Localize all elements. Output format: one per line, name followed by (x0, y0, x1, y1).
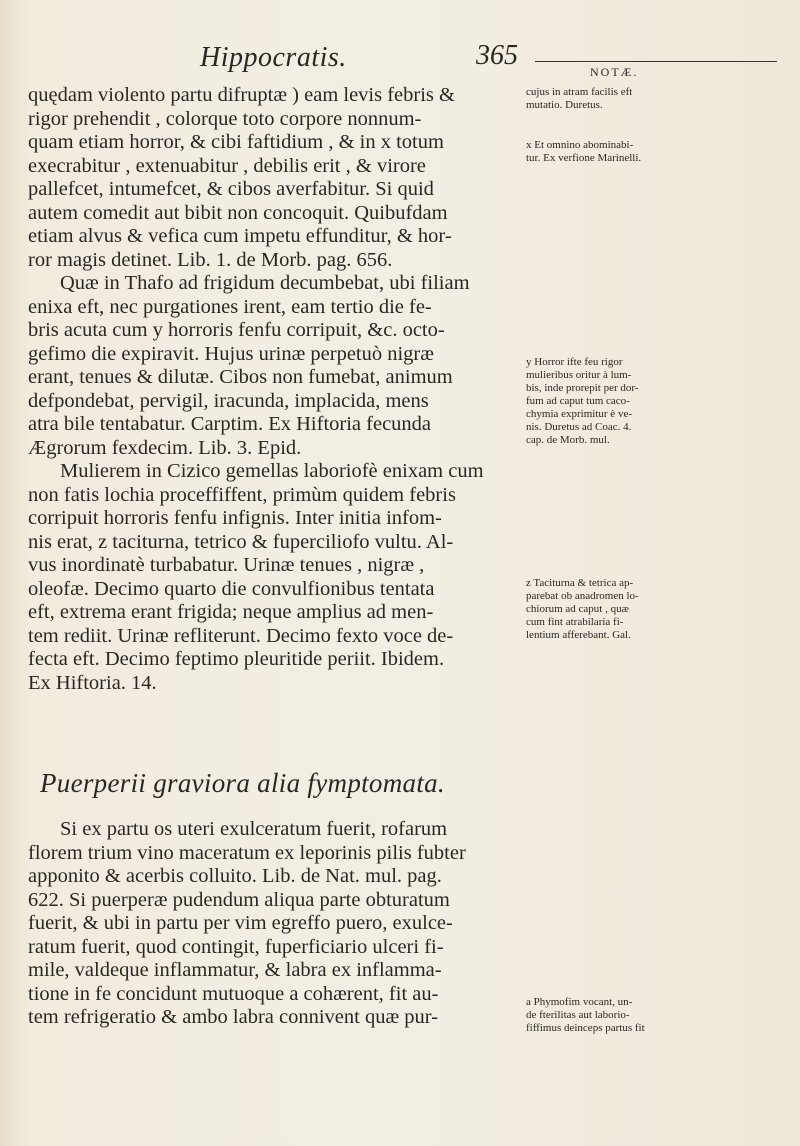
text-line: bris acuta cum y horroris fenfu corripuit, &c. octo- (28, 319, 445, 341)
text-line: apponito & acerbis colluito. Lib. de Nat. mul. pag. (28, 865, 442, 887)
text-line: rigor prehendit , colorque toto corpore nonnum- (28, 107, 422, 130)
text-line: tione in fe concidunt mutuoque a cohærent, fit au- (28, 982, 439, 1005)
text-line: nis erat, z taciturna, tetrico & fuperciliofo vultu. Al- (28, 530, 454, 553)
margin-note (526, 356, 788, 447)
text-line: pallefcet, intumefcet, & cibos averfabitur. Si quid (28, 178, 434, 200)
note-line: tur. Ex verfione Marinelli. (526, 152, 642, 164)
note-line: parebat ob anadromen lo- (526, 590, 639, 602)
note-line: de fterilitas aut laborio- (526, 1009, 630, 1021)
text-line: fuerit, & ubi in partu per vim egreffo puero, exulce- (28, 912, 453, 934)
note-line: cum fint atrabilaria fi- (526, 616, 624, 628)
text-line: quam etiam horror, & cibi faftidium , & in x totum (28, 131, 444, 153)
text-line: erant, tenues & dilutæ. Cibos non fumebat, animum (28, 366, 453, 388)
text-line: gefimo die expiravit. Hujus urinæ perpetuò nigræ (28, 342, 434, 365)
page-number: 365 (476, 40, 518, 71)
text-line: autem comedit aut bibit non concoquit. Quibufdam (28, 201, 448, 224)
text-line: defpondebat, pervigil, iracunda, implacida, mens (28, 389, 429, 412)
section-text-column (28, 818, 516, 1030)
text-line: ratum fuerit, quod contingit, fuperficiario ulceri fi- (28, 935, 444, 958)
margin-note (526, 86, 788, 112)
text-line: quędam violento partu difruptæ ) eam levis febris & (28, 84, 455, 106)
text-line: corripuit horroris fenfu infignis. Inter initia infom- (28, 507, 442, 529)
header-rule (535, 61, 777, 62)
citation-line: ror magis detinet. Lib. 1. de Morb. pag. 656. (28, 248, 393, 271)
margin-note (526, 577, 788, 642)
note-line: y Horror ifte feu rigor (526, 356, 623, 368)
paragraph-start-line: Si ex partu os uteri exulceratum fuerit, rofarum (60, 818, 448, 840)
note-line: lentium afferebant. Gal. (526, 629, 631, 641)
paragraph-start-line: Quæ in Thafo ad frigidum decumbebat, ubi filiam (60, 272, 470, 294)
text-line: atra bile tentabatur. Carptim. Ex Hiftoria fecunda (28, 413, 432, 435)
text-line: fecta eft. Decimo feptimo pleuritide periit. Ibidem. (28, 648, 445, 670)
main-text-column (28, 84, 516, 695)
text-line: etiam alvus & vefica cum impetu effunditur, & hor- (28, 225, 452, 247)
note-line: nis. Duretus ad Coac. 4. (526, 421, 632, 433)
note-line: cujus in atram facilis eft (526, 86, 633, 98)
paragraph-start-line: Mulierem in Cizico gemellas laboriofè enixam cum (60, 460, 484, 482)
running-title: Hippocratis. (200, 42, 347, 73)
margin-note (526, 139, 788, 165)
note-line: chymia exprimitur è ve- (526, 408, 632, 420)
note-line: z Taciturna & tetrica ap- (526, 577, 634, 589)
text-line: enixa eft, nec purgationes irent, eam tertio die fe- (28, 295, 432, 318)
text-line: tem refrigeratio & ambo labra connivent quæ pur- (28, 1006, 439, 1028)
text-line: eft, extrema erant frigida; neque amplius ad men- (28, 601, 434, 623)
text-line: mile, valdeque inflammatur, & labra ex inflamma- (28, 959, 442, 981)
note-line: bis, inde prorepit per dor- (526, 382, 639, 394)
margin-note (526, 996, 788, 1035)
text-line: florem trium vino maceratum ex leporinis pilis fubter (28, 841, 466, 864)
text-line: vus inordinatè turbabatur. Urinæ tenues , nigræ , (28, 554, 425, 576)
citation-line: Ex Hiftoria. 14. (28, 671, 157, 694)
text-line: execrabitur , extenuabitur , debilis erit , & virore (28, 154, 426, 177)
note-line: cap. de Morb. mul. (526, 434, 610, 446)
text-line: non fatis lochia proceffiffent, primùm quidem febris (28, 483, 456, 506)
section-heading: Puerperii graviora alia fymptomata. (40, 768, 445, 798)
text-line: oleofæ. Decimo quarto die convulfionibus tentata (28, 577, 435, 600)
note-line: a Phymofim vocant, un- (526, 996, 633, 1008)
note-line: mulieribus oritur à lum- (526, 369, 632, 381)
note-line: chiorum ad caput , quæ (526, 603, 629, 615)
note-line: fiffimus deinceps partus fit (526, 1022, 645, 1034)
note-line: fum ad caput tum caco- (526, 395, 630, 407)
note-line: mutatio. Duretus. (526, 99, 603, 111)
text-line: tem rediit. Urinæ refliterunt. Decimo fexto voce de- (28, 624, 454, 647)
citation-line: Ægrorum fexdecim. Lib. 3. Epid. (28, 436, 302, 459)
note-line: x Et omnino abominabi- (526, 139, 634, 151)
text-line: 622. Si puerperæ pudendum aliqua parte obturatum (28, 888, 450, 911)
notes-heading: NOTÆ. (590, 65, 639, 79)
